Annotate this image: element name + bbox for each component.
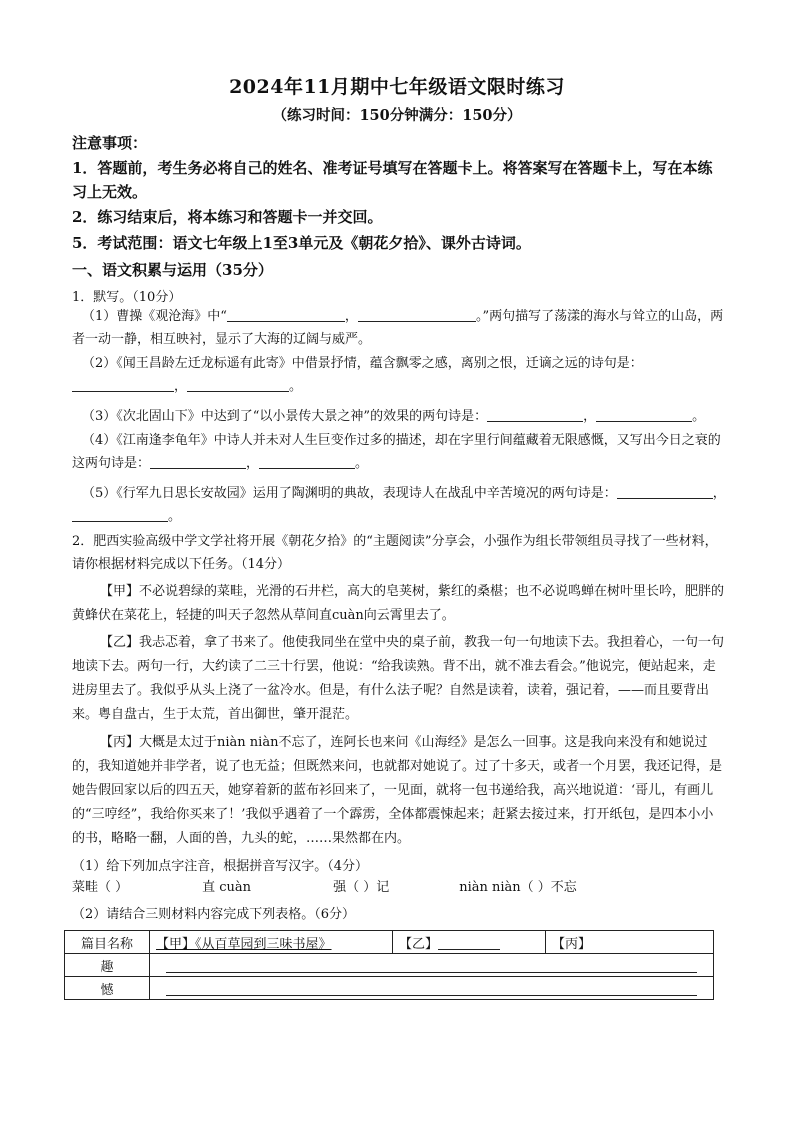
question-1-stem: 1．默写。（10分） <box>72 290 182 305</box>
answer-blank[interactable] <box>72 506 168 522</box>
notice-item-1: 1．答题前，考生务必将自己的姓名、准考证号填写在答题卡上。将答案写在答题卡上，写在本练习上无效。 <box>72 159 713 201</box>
passage-bing: 【丙】大概是太过于niàn niàn不忘了，连阿长也来问《山海经》是怎么一回事。这是我向来没有和她说过的，我知道她并非学者，说了也无益；但既然来问，也就都对她说了。过了十多天，或者一个月罢，我还记得，是她告假回家以后的四五天，她穿着新的蓝布衫回来了，一见面，就将一包书递给我，高兴地说道：‘哥儿，有画儿的“三哼经”，我给你买来了！’我似乎遇着了一个霹雳，全体都震悚起来；赶紧去接过来，打开纸包，是四本小小的书，略略一翻，人面的兽，九头的蛇，……果然都在内。 <box>72 735 723 846</box>
table-row <box>65 931 714 954</box>
page-title: 2024年11月期中七年级语文限时练习 <box>229 76 565 98</box>
period: 。 <box>168 509 182 524</box>
notice-item-2: 2．练习结束后，将本练习和答题卡一并交回。 <box>72 208 383 226</box>
question-1-part-4 <box>72 429 726 475</box>
comma: ， <box>712 486 726 501</box>
q1a-pre: （1）曹操《观沧海》中“ <box>82 309 227 324</box>
page-subtitle: （练习时间：150分钟满分：150分） <box>272 107 522 124</box>
pinyin-item-3: 强（ ）记 <box>333 880 390 895</box>
q1a-post: 。”两句描写了荡漾的海水与耸立的山岛，两者一动一静，相互映衬，显示了大海的辽阔与威严。 <box>72 309 724 347</box>
answer-blank[interactable] <box>259 453 355 469</box>
notice-heading: 注意事项： <box>72 134 148 152</box>
table-row-label: 趣 <box>65 954 150 977</box>
answer-blank[interactable] <box>617 483 713 499</box>
passage-yi: 【乙】我忐忑着，拿了书来了。他使我同坐在堂中央的桌子前，教我一句一句地读下去。我担着心，一句一句地读下去。两句一行，大约读了二三十行罢，他说：“给我读熟。背不出，就不准去看会。”他说完，便站起来，走进房里去了。我似乎从头上浇了一盆冷水。但是，有什么法子呢？自然是读着，读着，强记着，——而且要背出来。粤自盘古，生于太荒，首出御世，肇开混茫。 <box>72 635 725 722</box>
table-row-label: 憾 <box>65 977 150 1000</box>
answer-blank[interactable] <box>358 306 476 322</box>
passage-jia: 【甲】不必说碧绿的菜畦，光滑的石井栏，高大的皂荚树，紫红的桑椹；也不必说鸣蝉在树叶里长吟，肥胖的黄蜂伏在菜花上，轻捷的叫天子忽然从草间直cuàn向云霄里去了。 <box>72 584 725 623</box>
q1b-text: （2）《闻王昌龄左迁龙标遥有此寄》中借景抒情，蕴含飘零之感，离别之恨，迁谪之远的诗句是： <box>82 356 643 371</box>
comma: ， <box>246 456 260 471</box>
period: 。 <box>692 409 706 424</box>
period: 。 <box>289 379 303 394</box>
q1a-mid: ， <box>344 309 358 324</box>
question-1-part-1 <box>72 305 726 351</box>
answer-blank[interactable] <box>150 453 246 469</box>
period: 。 <box>355 456 369 471</box>
question-1-part-3 <box>72 405 726 428</box>
table-row <box>65 954 714 977</box>
question-2-stem: 2．肥西实验高级中学文学社将开展《朝花夕拾》的“主题阅读”分享会，小强作为组长带领组员寻找了一些材料，请你根据材料完成以下任务。（14分） <box>72 534 718 572</box>
answer-table <box>64 930 714 1000</box>
notice-item-5: 5．考试范围：语文七年级上1至3单元及《朝花夕拾》、课外古诗词。 <box>72 234 531 252</box>
q1d-text: （4）《江南逢李龟年》中诗人并未对人生巨变作过多的描述，却在字里行间蕴藏着无限感慨，又写出今日之衰的这两句诗是： <box>72 433 721 471</box>
answer-line-cell[interactable] <box>150 977 714 1000</box>
table-header-cell: 【乙】 <box>393 931 546 954</box>
question-1-part-2 <box>72 352 726 398</box>
table-header-cell: 【丙】 <box>546 931 714 954</box>
table-header-cell: 篇目名称 <box>65 931 150 954</box>
q1e-text: （5）《行军九日思长安故园》运用了陶渊明的典故，表现诗人在战乱中辛苦境况的两句诗是： <box>82 486 617 501</box>
pinyin-items <box>72 878 726 898</box>
answer-blank[interactable] <box>72 376 174 392</box>
comma: ， <box>583 409 597 424</box>
section-heading: 一、语文积累与运用（35分） <box>72 261 273 279</box>
answer-line-cell[interactable] <box>150 954 714 977</box>
question-2-sub-1: （1）给下列加点字注音，根据拼音写汉字。（4分） <box>72 859 369 874</box>
comma: ， <box>174 379 188 394</box>
pinyin-item-1: 菜畦（ ） <box>72 880 129 895</box>
table-header-cell: 【甲】《从百草园到三味书屋》 <box>150 931 393 954</box>
answer-blank[interactable] <box>187 376 289 392</box>
pinyin-item-4: niàn niàn（ ）不忘 <box>459 880 577 895</box>
question-1-part-5 <box>72 482 726 528</box>
q1c-text: （3）《次北固山下》中达到了“以小景传大景之神”的效果的两句诗是： <box>82 409 488 424</box>
table-row <box>65 977 714 1000</box>
answer-blank[interactable] <box>227 306 345 322</box>
answer-blank[interactable] <box>487 406 583 422</box>
answer-blank[interactable] <box>596 406 692 422</box>
question-2-sub-2: （2）请结合三则材料内容完成下列表格。（6分） <box>72 907 356 922</box>
pinyin-item-2: 直 cuàn <box>202 880 252 895</box>
answer-blank[interactable] <box>438 934 500 950</box>
